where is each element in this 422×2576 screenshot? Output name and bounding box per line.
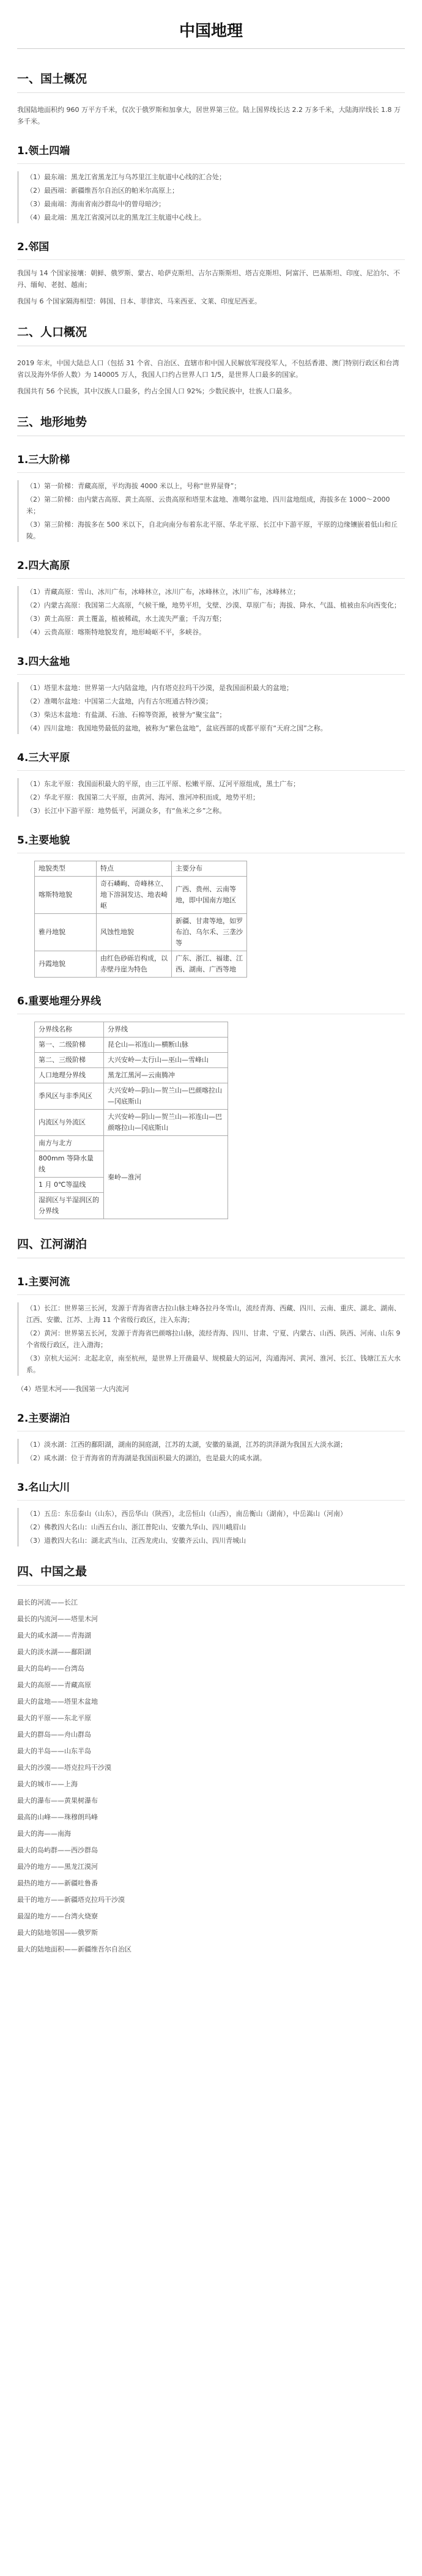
population-paragraph: 2019 年末，中国大陆总人口（包括 31 个省、自治区、直辖市和中国人民解放军现役军人，不包括香港、澳门特别行政区和台湾省以及海外华侨人数）为 140005 万人，我国人口约占世界人口 1/5，是世界人口最多的国家。 xyxy=(17,359,399,379)
list-item: （3）第三阶梯：海拔多在 500 米以下，自北向南分布着东北平原、华北平原、长江中下游平原，平原的边缘镶嵌着低山和丘陵。 xyxy=(26,521,398,540)
table-cell: 第一、二级阶梯 xyxy=(35,1037,104,1053)
table-cell: 南方与北方 xyxy=(35,1136,104,1151)
table-cell: 昆仑山—祁连山—横断山脉 xyxy=(104,1037,228,1053)
list-item: （4）云贵高原：喀斯特地貌发育，地形崎岖不平，多峡谷。 xyxy=(26,628,205,636)
list-item: 最高的山峰——珠穆朗玛峰 xyxy=(17,1813,98,1821)
subheading-landforms: 5.主要地貌 xyxy=(17,834,70,847)
plains-list xyxy=(17,778,405,817)
list-item: （2）第二阶梯：由内蒙古高原、黄土高原、云贵高原和塔里木盆地、准噶尔盆地、四川盆地组成，海拔多在 1000～2000 米； xyxy=(26,496,390,515)
table-row xyxy=(35,1068,228,1083)
subsection-divider xyxy=(17,770,405,771)
list-item: 最热的地方——新疆吐鲁番 xyxy=(17,1879,98,1887)
plateaus-list xyxy=(17,586,405,638)
ethnic-paragraph: 我国共有 56 个民族，其中汉族人口最多，约占全国人口 92%；少数民族中，壮族人口最多。 xyxy=(17,387,296,395)
subheading-basins: 3.四大盆地 xyxy=(17,656,70,668)
table-cell: 奇石嶙峋、奇峰林立、地下溶洞发达、地表崎岖 xyxy=(97,877,172,914)
list-item: 最长的内流河——塔里木河 xyxy=(17,1615,98,1623)
title-divider xyxy=(17,48,405,49)
list-item: 最大的沙漠——塔克拉玛干沙漠 xyxy=(17,1764,111,1772)
list-item: （1）淡水湖：江西的鄱阳湖，湖南的洞庭湖，江苏的太湖，安徽的巢湖，江苏的洪泽湖为我国五大淡水湖； xyxy=(26,1441,347,1449)
list-item: 最大的群岛——舟山群岛 xyxy=(17,1731,91,1739)
table-cell: 大兴安岭—阴山—贺兰山—巴颜喀拉山—冈底斯山 xyxy=(104,1083,228,1110)
list-item: （1）最东端：黑龙江省黑龙江与乌苏里江主航道中心线的汇合处； xyxy=(26,173,226,181)
subheading-lakes: 2.主要湖泊 xyxy=(17,1412,70,1425)
table-cell: 地貌类型 xyxy=(35,861,97,877)
territory-intro: 我国陆地面积约 960 万平方千米，仅次于俄罗斯和加拿大，居世界第三位。陆上国界线长达 2.2 万多千米，大陆海岸线长 1.8 万多千米。 xyxy=(17,106,401,125)
steps-list xyxy=(17,480,405,542)
list-item: 最长的河流——长江 xyxy=(17,1598,78,1606)
list-item: （1）塔里木盆地：世界第一大内陆盆地，内有塔克拉玛干沙漠，是我国面积最大的盆地； xyxy=(26,684,293,692)
list-item: （3）黄土高原：黄土覆盖，植被稀疏，水土流失严重；千沟万壑； xyxy=(26,615,226,623)
table-cell: 1 月 0℃等温线 xyxy=(35,1178,104,1193)
subsection-divider xyxy=(17,163,405,164)
section-divider xyxy=(17,1585,405,1586)
section-heading-china-mosts: 四、中国之最 xyxy=(17,1565,87,1578)
subheading-plateaus: 2.四大高原 xyxy=(17,560,70,572)
table-row xyxy=(35,861,247,877)
list-item: 最大的岛屿——台湾岛 xyxy=(17,1665,84,1672)
table-cell: 分界线名称 xyxy=(35,1022,104,1037)
subheading-neighbors: 2.邻国 xyxy=(17,241,50,253)
list-item: 最大的高原——青藏高原 xyxy=(17,1681,91,1689)
table-cell: 丹霞地貌 xyxy=(35,951,97,978)
page-title: 中国地理 xyxy=(179,22,243,40)
subheading-mountains: 3.名山大川 xyxy=(17,1482,70,1494)
list-item: （2）准噶尔盆地：中国第二大盆地，内有古尔班通古特沙漠； xyxy=(26,697,212,705)
list-item: 最大的淡水湖——鄱阳湖 xyxy=(17,1648,91,1656)
list-item: （2）华北平原：我国第二大平原，由黄河、海河、淮河冲积而成，地势平坦； xyxy=(26,793,259,801)
subsection-divider xyxy=(17,259,405,260)
table-cell: 新疆、甘肃等地，如罗布泊、乌尔禾、三垄沙等 xyxy=(172,914,247,951)
table-cell: 特点 xyxy=(97,861,172,877)
list-item: （2）最西端：新疆维吾尔自治区的帕米尔高原上； xyxy=(26,187,179,195)
section-divider xyxy=(17,92,405,93)
list-item: （1）东北平原：我国面积最大的平原，由三江平原、松嫩平原、辽河平原组成，黑土广布； xyxy=(26,780,300,788)
table-cell: 喀斯特地貌 xyxy=(35,877,97,914)
list-item: （2）咸水湖：位于青海省的青海湖是我国面积最大的湖泊，也是最大的咸水湖。 xyxy=(26,1454,266,1462)
sea-neighbors: 我国与 6 个国家隔海相望：韩国、日本、菲律宾、马来西亚、文莱、印度尼西亚。 xyxy=(17,297,261,305)
list-item: （3）最南端：海南省南沙群岛中的曾母暗沙； xyxy=(26,200,165,208)
list-item: （4）最北端：黑龙江省漠河以北的黑龙江主航道中心线上。 xyxy=(26,213,205,221)
list-item: 最湿的地方——台湾火烧寮 xyxy=(17,1912,98,1920)
table-cell: 秦岭—淮河 xyxy=(104,1136,228,1219)
landforms-table xyxy=(34,861,247,978)
table-cell: 广西、贵州、云南等地，即中国南方地区 xyxy=(172,877,247,914)
subheading-extremities: 1.领土四端 xyxy=(17,145,70,157)
list-item: （2）内蒙古高原：我国第二大高原，气候干燥，地势平坦，戈壁、沙漠、草原广布；海拔、降水、气温、植被由东向西变化； xyxy=(26,601,401,609)
section-heading-terrain: 三、地形地势 xyxy=(17,415,87,429)
list-item: （2）佛教四大名山：山西五台山、浙江普陀山、安徽九华山、四川峨眉山 xyxy=(26,1523,246,1531)
table-cell: 季风区与非季风区 xyxy=(35,1083,104,1110)
table-cell: 湿润区与半湿润区的分界线 xyxy=(35,1193,104,1219)
section-heading-territory: 一、国土概况 xyxy=(17,72,87,86)
list-item: （3）柴达木盆地：有盐湖、石油、石棉等资源，被誉为“聚宝盆”； xyxy=(26,711,226,719)
lakes-list xyxy=(17,1439,405,1464)
table-cell: 人口地理分界线 xyxy=(35,1068,104,1083)
list-item: 最大的半岛——山东半岛 xyxy=(17,1747,91,1755)
list-item: 最大的海——南海 xyxy=(17,1830,71,1838)
table-cell: 大兴安岭—太行山—巫山—雪峰山 xyxy=(104,1053,228,1068)
land-neighbors: 我国与 14 个国家接壤：朝鲜、俄罗斯、蒙古、哈萨克斯坦、吉尔吉斯斯坦、塔吉克斯坦、阿富汗、巴基斯坦、印度、尼泊尔、不丹、缅甸、老挝、越南； xyxy=(17,269,400,289)
list-item: 最大的岛屿群——西沙群岛 xyxy=(17,1846,98,1854)
table-cell: 第二、三级阶梯 xyxy=(35,1053,104,1068)
table-cell: 800mm 等降水量线 xyxy=(35,1151,104,1178)
subsection-divider xyxy=(17,578,405,579)
subsection-divider xyxy=(17,1294,405,1295)
table-cell: 雅丹地貌 xyxy=(35,914,97,951)
table-cell: 内流区与外流区 xyxy=(35,1110,104,1136)
table-cell: 大兴安岭—阴山—贺兰山—祁连山—巴颜喀拉山—冈底斯山 xyxy=(104,1110,228,1136)
list-item: （1）青藏高原：雪山、冰川广布，冰峰林立，冰川广布，冰峰林立，冰川广布，冰峰林立； xyxy=(26,588,300,596)
table-cell: 主要分布 xyxy=(172,861,247,877)
list-item: 最大的城市——上海 xyxy=(17,1780,78,1788)
mountains-list xyxy=(17,1508,405,1546)
list-item: 最冷的地方——黑龙江漠河 xyxy=(17,1863,98,1871)
section-heading-population: 二、人口概况 xyxy=(17,325,87,339)
table-cell: 黑龙江黑河—云南腾冲 xyxy=(104,1068,228,1083)
table-row xyxy=(35,1037,228,1053)
table-row xyxy=(35,951,247,978)
list-item: 最大的瀑布——黄果树瀑布 xyxy=(17,1797,98,1805)
list-item: （1）五岳：东岳泰山（山东），西岳华山（陕西），北岳恒山（山西），南岳衡山（湖南），中岳嵩山（河南） xyxy=(26,1510,347,1518)
rivers-list xyxy=(17,1302,405,1376)
table-row xyxy=(35,914,247,951)
subsection-divider xyxy=(17,472,405,473)
extremities-list xyxy=(17,171,405,223)
table-cell: 分界线 xyxy=(104,1022,228,1037)
table-cell: 风蚀性地貌 xyxy=(97,914,172,951)
table-cell: 由红色砂砾岩构成，以赤壁丹崖为特色 xyxy=(97,951,172,978)
list-item: （3）京杭大运河：北起北京，南至杭州，是世界上开凿最早、规模最大的运河，沟通海河、黄河、淮河、长江、钱塘江五大水系。 xyxy=(26,1354,401,1374)
table-row xyxy=(35,1053,228,1068)
subheading-boundaries: 6.重要地理分界线 xyxy=(17,995,102,1008)
list-item: 最大的陆地面积——新疆维吾尔自治区 xyxy=(17,1945,131,1953)
table-row xyxy=(35,1083,228,1110)
list-item: （1）第一阶梯：青藏高原，平均海拔 4000 米以上，号称“世界屋脊”； xyxy=(26,482,241,490)
china-mosts-list xyxy=(17,1597,405,1956)
list-item: （3）长江中下游平原：地势低平，河湖众多，有“鱼米之乡”之称。 xyxy=(26,807,226,815)
subsection-divider xyxy=(17,1500,405,1501)
subsection-divider xyxy=(17,674,405,675)
table-cell: 广东、浙江、福建、江西、湖南、广西等地 xyxy=(172,951,247,978)
table-row xyxy=(35,1136,228,1151)
boundaries-table xyxy=(34,1022,228,1219)
list-item: 最大的陆地邻国——俄罗斯 xyxy=(17,1929,98,1937)
list-item: 最干的地方——新疆塔克拉玛干沙漠 xyxy=(17,1896,125,1904)
list-item: 最大的平原——东北平原 xyxy=(17,1714,91,1722)
table-row xyxy=(35,1022,228,1037)
rivers-note: （4）塔里木河——我国第一大内流河 xyxy=(17,1385,129,1393)
table-row xyxy=(35,1110,228,1136)
basins-list xyxy=(17,682,405,734)
list-item: 最大的咸水湖——青海湖 xyxy=(17,1631,91,1639)
list-item: （3）道教四大名山：湖北武当山、江西龙虎山、安徽齐云山、四川青城山 xyxy=(26,1537,246,1545)
subheading-plains: 4.三大平原 xyxy=(17,752,70,764)
list-item: （1）长江：世界第三长河，发源于青海省唐古拉山脉主峰各拉丹冬雪山，流经青海、西藏、四川、云南、重庆、湖北、湖南、江西、安徽、江苏、上海 11 个省级行政区，注入东海； xyxy=(26,1304,401,1324)
list-item: 最大的盆地——塔里木盆地 xyxy=(17,1698,98,1706)
section-heading-rivers-lakes: 四、江河湖泊 xyxy=(17,1238,87,1251)
subheading-rivers: 1.主要河流 xyxy=(17,1276,70,1288)
subheading-three-steps: 1.三大阶梯 xyxy=(17,454,70,466)
list-item: （2）黄河：世界第五长河，发源于青海省巴颜喀拉山脉，流经青海、四川、甘肃、宁夏、内蒙古、山西、陕西、河南、山东 9 个省级行政区，注入渤海； xyxy=(26,1329,401,1349)
table-row xyxy=(35,877,247,914)
list-item: （4）四川盆地：我国地势最低的盆地，被称为“紫色盆地”，盆底西部的成都平原有“天府之国”之称。 xyxy=(26,724,327,732)
